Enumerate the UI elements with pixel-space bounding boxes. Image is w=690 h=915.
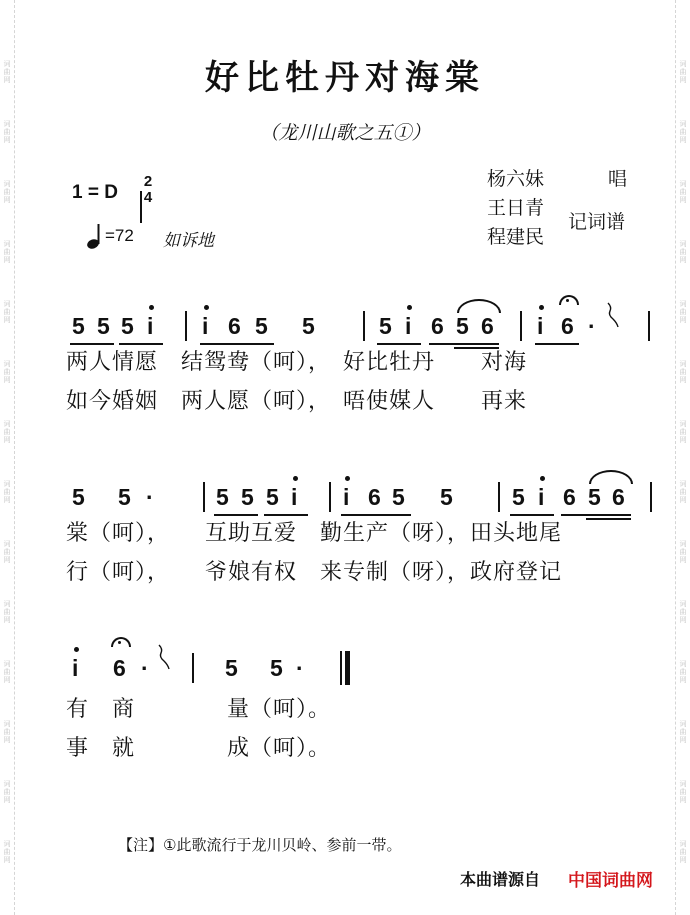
note: · xyxy=(146,484,154,510)
note: 5 xyxy=(266,484,279,510)
note: 6 xyxy=(431,313,444,339)
note: 6 xyxy=(481,313,494,339)
note: 5 xyxy=(121,313,134,339)
note: i xyxy=(72,655,79,681)
watermark-text: 词 曲 网 xyxy=(679,780,687,804)
footnote: 【注】①此歌流行于龙川贝岭、参前一带。 xyxy=(118,836,402,854)
note: 5 xyxy=(255,313,268,339)
watermark-text: 词 曲 网 xyxy=(3,240,11,264)
note: 5 xyxy=(216,484,229,510)
watermark-text: 词 曲 网 xyxy=(3,720,11,744)
watermark-text: 词 曲 网 xyxy=(679,300,687,324)
note: i xyxy=(537,313,544,339)
watermark-text: 词 曲 网 xyxy=(3,180,11,204)
expression-marking: 如诉地 xyxy=(163,231,214,251)
watermark-text: 词 曲 网 xyxy=(679,60,687,84)
watermark-text: 词 曲 网 xyxy=(3,840,11,864)
note: 5 xyxy=(392,484,405,510)
watermark-text: 词 曲 网 xyxy=(679,840,687,864)
watermark-text: 词 曲 网 xyxy=(679,480,687,504)
note: 6 xyxy=(113,655,126,681)
note: 5 xyxy=(225,655,238,681)
watermark-text: 词 曲 网 xyxy=(679,720,687,744)
watermark-text: 词 曲 网 xyxy=(3,540,11,564)
note: 5 xyxy=(72,484,85,510)
note: 5 xyxy=(97,313,110,339)
watermark-text: 词 曲 网 xyxy=(3,60,11,84)
note: 5 xyxy=(379,313,392,339)
watermark-text: 词 曲 网 xyxy=(3,780,11,804)
note: 5 xyxy=(270,655,283,681)
note: 6 xyxy=(368,484,381,510)
glissando-icon xyxy=(157,643,171,671)
song-subtitle: （龙川山歌之五①） xyxy=(259,122,431,144)
watermark-text: 词 曲 网 xyxy=(3,480,11,504)
note: i xyxy=(405,313,412,339)
time-signature xyxy=(140,174,156,206)
watermark-text: 词 曲 网 xyxy=(679,360,687,384)
song-title: 好比牡丹对海棠 xyxy=(205,58,485,98)
note: 6 xyxy=(228,313,241,339)
note: i xyxy=(291,484,298,510)
watermark-text: 词 曲 网 xyxy=(3,420,11,444)
time-signature-top: 2 xyxy=(143,173,153,190)
note: · xyxy=(296,655,304,681)
watermark-text: 词 曲 网 xyxy=(679,600,687,624)
watermark-text: 词 曲 网 xyxy=(679,120,687,144)
note: i xyxy=(343,484,350,510)
note: 5 xyxy=(72,313,85,339)
key-signature: 1 = D xyxy=(72,182,118,203)
recorder-name-1: 王日青 xyxy=(487,197,545,219)
note: 6 xyxy=(561,313,574,339)
source-label: 本曲谱源自 xyxy=(460,870,541,889)
note: 5 xyxy=(440,484,453,510)
note: 5 xyxy=(302,313,315,339)
watermark-text: 词 曲 网 xyxy=(679,420,687,444)
note: i xyxy=(538,484,545,510)
watermark-text: 词 曲 网 xyxy=(3,660,11,684)
time-signature-bottom: 4 xyxy=(143,189,153,206)
note: 5 xyxy=(512,484,525,510)
watermark-text: 词 曲 网 xyxy=(679,180,687,204)
lyric-verse-2: 如今婚姻 两人愿（呵）， 唔使媒人 再来 xyxy=(66,389,528,414)
note: 5 xyxy=(588,484,601,510)
watermark-text: 词 曲 网 xyxy=(679,240,687,264)
lyric-verse-2: 事 就 成（呵）。 xyxy=(66,736,332,761)
lyric-verse-1: 两人情愿 结鸳鸯（呵）， 好比牡丹 对海 xyxy=(66,350,528,375)
glissando-icon xyxy=(606,301,620,329)
lyric-verse-2: 行（呵）， 爷娘有权 来专制（呀），政府登记 xyxy=(66,560,563,585)
watermark-text: 词 曲 网 xyxy=(3,120,11,144)
recorder-name-2: 程建民 xyxy=(487,226,545,248)
note: · xyxy=(588,313,596,339)
watermark-text: 词 曲 网 xyxy=(3,360,11,384)
lyric-verse-1: 有 商 量（呵）。 xyxy=(66,697,332,722)
sing-role: 唱 xyxy=(608,168,628,190)
note: 5 xyxy=(118,484,131,510)
note: · xyxy=(141,655,149,681)
note: 5 xyxy=(241,484,254,510)
note: 6 xyxy=(612,484,625,510)
watermark-text: 词 曲 网 xyxy=(3,600,11,624)
note: i xyxy=(202,313,209,339)
record-role: 记词谱 xyxy=(568,211,626,233)
watermark-text: 词 曲 网 xyxy=(679,540,687,564)
note: 6 xyxy=(563,484,576,510)
note: i xyxy=(147,313,154,339)
watermark-text: 词 曲 网 xyxy=(3,300,11,324)
singer-name: 杨六妹 xyxy=(487,168,545,190)
lyric-verse-1: 棠（呵）， 互助互爱 勤生产（呀），田头地尾 xyxy=(66,521,563,546)
note: 5 xyxy=(456,313,469,339)
tempo-marking: =72 xyxy=(105,226,134,245)
watermark-text: 词 曲 网 xyxy=(679,660,687,684)
source-site-link[interactable]: 中国词曲网 xyxy=(568,871,653,891)
